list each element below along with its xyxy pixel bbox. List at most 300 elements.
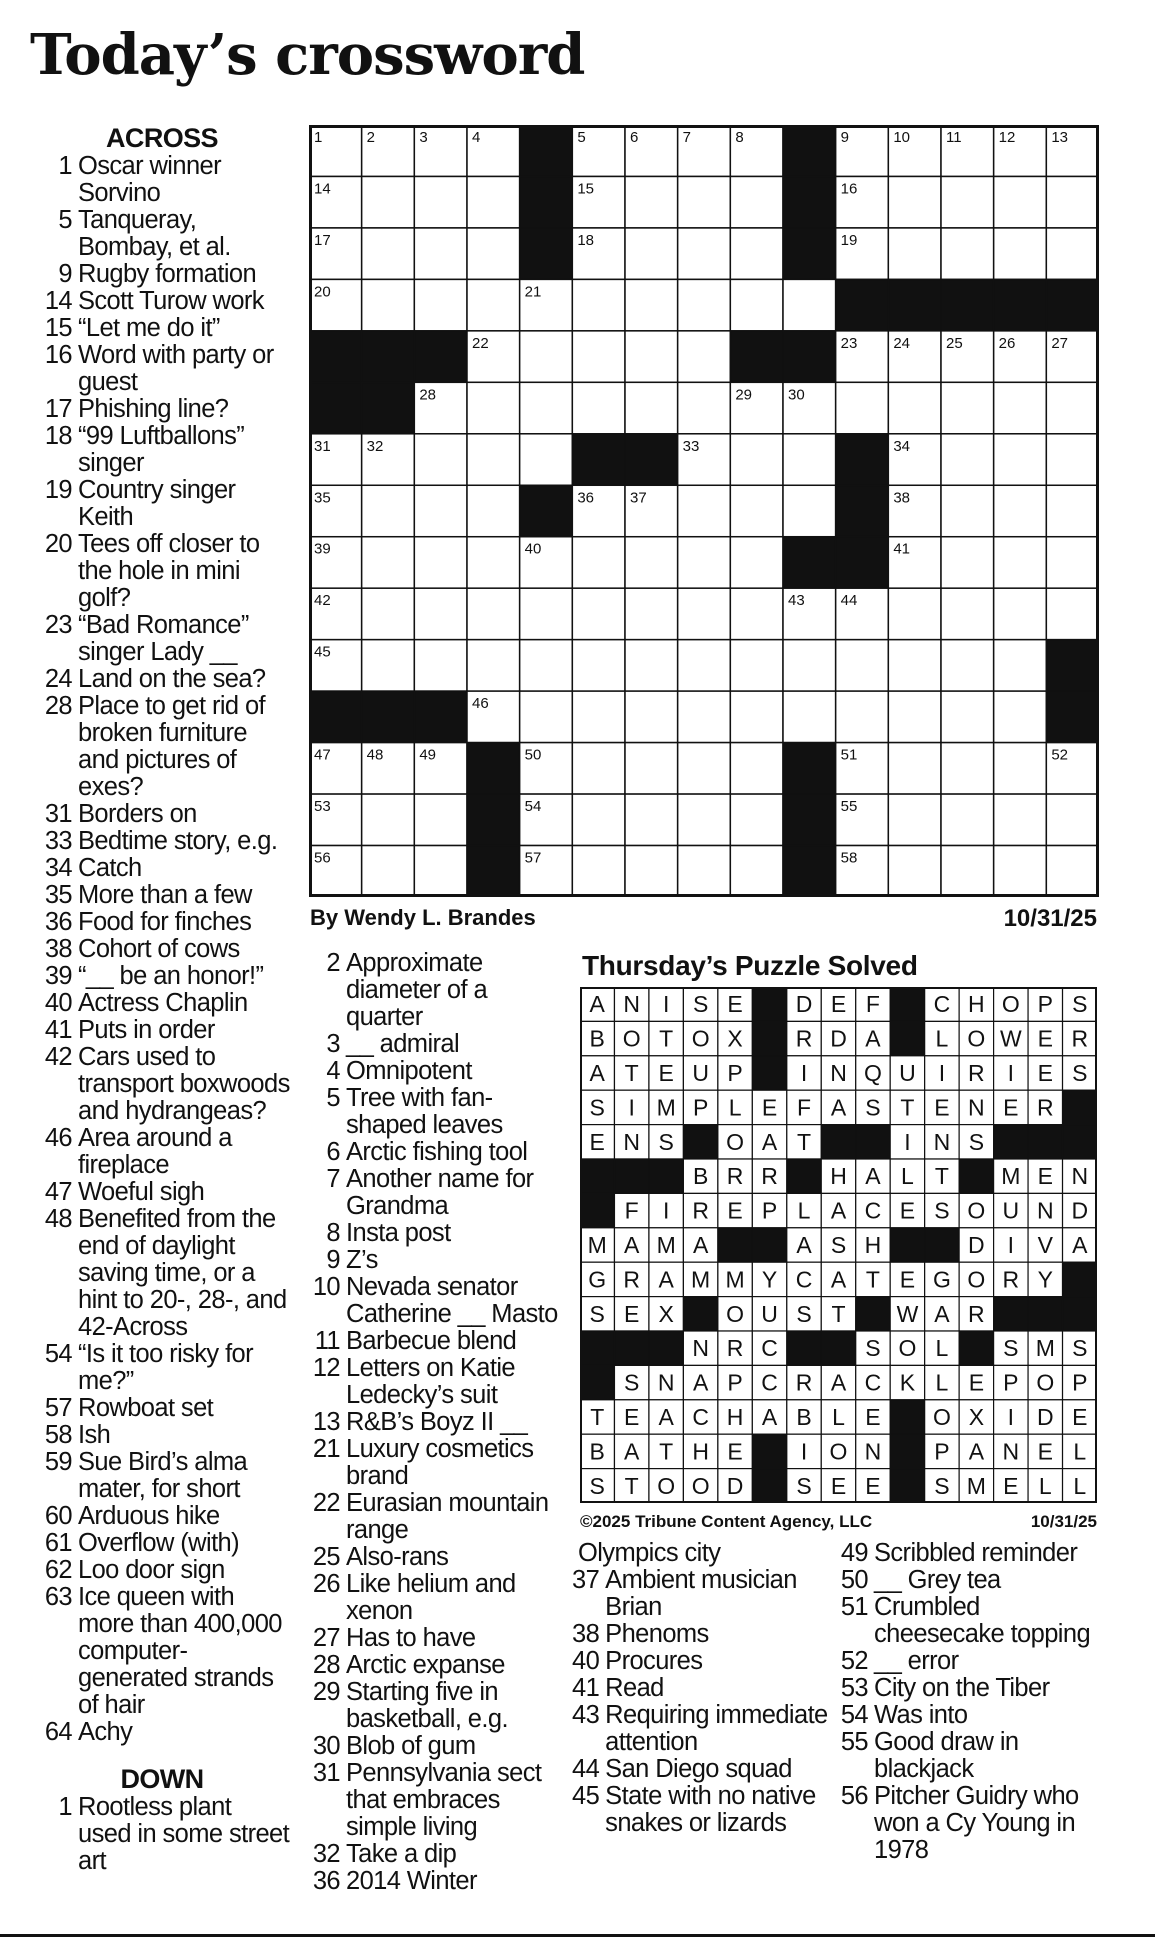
solution-letter: C — [761, 1369, 778, 1396]
grid-cell[interactable] — [414, 485, 467, 536]
clue-text: State with no native snakes or lizards — [605, 1782, 816, 1837]
grid-cell[interactable] — [1046, 176, 1099, 227]
black-square — [520, 176, 573, 227]
solution-letter: O — [967, 1266, 986, 1293]
clue-text: San Diego squad — [605, 1755, 792, 1783]
black-square — [994, 1297, 1028, 1331]
clue-text: Cohort of cows — [78, 935, 240, 963]
clue-number: 36 — [312, 1867, 340, 1895]
grid-cell[interactable] — [730, 743, 783, 794]
black-square — [836, 434, 889, 485]
grid-cell[interactable] — [572, 537, 625, 588]
solution-letter: W — [999, 1025, 1022, 1052]
clue-item — [572, 1648, 840, 1675]
grid-cell[interactable] — [625, 279, 678, 330]
solution-letter: P — [761, 1197, 778, 1224]
grid-cell[interactable] — [520, 588, 573, 639]
solution-letter: L — [935, 1335, 949, 1362]
grid-cell[interactable] — [362, 640, 415, 691]
cell-number: 30 — [788, 386, 805, 404]
page-title: Today’s crossword — [30, 22, 585, 88]
clue-item — [34, 423, 290, 477]
grid-cell[interactable] — [836, 640, 889, 691]
cell-number: 15 — [577, 180, 595, 198]
black-square — [520, 228, 573, 279]
clue-item — [34, 207, 290, 261]
grid-cell[interactable] — [678, 640, 731, 691]
clue-number: 61 — [44, 1529, 72, 1557]
grid-cell[interactable] — [941, 588, 994, 639]
grid-cell[interactable] — [888, 228, 941, 279]
cell-number: 29 — [735, 386, 753, 404]
solution-letter: O — [898, 1335, 917, 1362]
solved-puzzle-title: Thursday’s Puzzle Solved — [582, 950, 918, 981]
solution-letter: R — [968, 1060, 985, 1086]
grid-cell[interactable] — [783, 434, 836, 485]
cell-number: 56 — [314, 849, 331, 867]
black-square — [925, 1228, 959, 1262]
clue-item — [302, 950, 564, 1031]
grid-cell[interactable] — [730, 434, 783, 485]
solution-letter: O — [691, 1472, 710, 1499]
clue-item — [838, 1540, 1108, 1567]
clue-text: Has to have — [346, 1624, 476, 1652]
solution-letter: T — [624, 1060, 639, 1086]
cell-number: 24 — [893, 334, 911, 352]
clue-number: 25 — [312, 1543, 340, 1571]
clue-item — [838, 1594, 1108, 1648]
solution-letter: I — [662, 991, 670, 1018]
grid-cell[interactable] — [994, 537, 1047, 588]
black-square — [414, 691, 467, 742]
clue-item — [838, 1567, 1108, 1594]
grid-cell[interactable] — [678, 691, 731, 742]
clue-number: 23 — [44, 611, 72, 639]
solution-letter: B — [589, 1438, 605, 1465]
clue-item — [302, 1841, 564, 1868]
grid-cell[interactable] — [414, 588, 467, 639]
solution-letter: N — [1036, 1197, 1054, 1224]
grid-cell[interactable] — [836, 691, 889, 742]
bottom-rule — [0, 1934, 1155, 1937]
grid-cell[interactable] — [730, 228, 783, 279]
black-square — [821, 1125, 855, 1159]
grid-cell[interactable] — [362, 846, 415, 897]
grid-cell[interactable] — [520, 434, 573, 485]
clue-text: Starting five in basketball, e.g. — [346, 1678, 508, 1733]
solution-letter: O — [726, 1300, 745, 1327]
grid-cell[interactable] — [730, 588, 783, 639]
cell-number: 32 — [366, 437, 384, 455]
clue-text: Approximate diameter of a quarter — [346, 949, 488, 1031]
clue-number: 42 — [44, 1043, 72, 1071]
clue-item — [302, 1247, 564, 1274]
clue-item — [34, 1395, 290, 1422]
solution-letter: S — [589, 1300, 605, 1327]
grid-cell[interactable] — [625, 588, 678, 639]
solution-letter: D — [726, 1472, 744, 1499]
black-square — [614, 1331, 648, 1365]
grid-cell[interactable] — [888, 588, 941, 639]
grid-cell[interactable] — [730, 640, 783, 691]
clue-item — [34, 882, 290, 909]
clue-item — [34, 1449, 290, 1503]
black-square — [572, 434, 625, 485]
grid-cell[interactable] — [414, 434, 467, 485]
grid-cell[interactable] — [625, 331, 678, 382]
solution-letter: P — [727, 1369, 743, 1396]
grid-cell[interactable] — [625, 176, 678, 227]
clue-text: Actress Chaplin — [78, 989, 248, 1017]
grid-cell[interactable] — [1046, 846, 1099, 897]
grid-cell[interactable] — [941, 176, 994, 227]
grid-cell[interactable] — [362, 176, 415, 227]
solution-letter: N — [968, 1094, 985, 1121]
solution-letter: M — [656, 1094, 676, 1121]
grid-cell[interactable] — [572, 743, 625, 794]
grid-cell[interactable] — [994, 640, 1047, 691]
grid-cell[interactable] — [362, 485, 415, 536]
grid-cell[interactable] — [520, 640, 573, 691]
solution-letter: E — [865, 1404, 881, 1430]
grid-cell[interactable] — [888, 846, 941, 897]
clue-text: __ error — [874, 1647, 959, 1675]
grid-cell[interactable] — [783, 691, 836, 742]
grid-cell[interactable] — [625, 640, 678, 691]
grid-cell[interactable] — [678, 331, 731, 382]
grid-cell[interactable] — [414, 537, 467, 588]
grid-cell[interactable] — [1046, 434, 1099, 485]
cell-number: 44 — [840, 592, 858, 610]
grid-cell[interactable] — [994, 588, 1047, 639]
solution-letter: T — [659, 1025, 674, 1052]
grid-cell[interactable] — [941, 228, 994, 279]
solution-letter: L — [935, 1369, 949, 1396]
grid-cell[interactable] — [678, 485, 731, 536]
clue-text: “Bad Romance” singer Lady __ — [78, 611, 249, 666]
solution-letter: R — [726, 1163, 744, 1190]
solution-letter: I — [1007, 1404, 1015, 1430]
grid-cell[interactable] — [362, 228, 415, 279]
black-square — [752, 1056, 786, 1090]
grid-cell[interactable] — [994, 485, 1047, 536]
black-square — [856, 1297, 890, 1331]
cell-number: 58 — [840, 849, 858, 867]
grid-cell[interactable] — [414, 640, 467, 691]
grid-cell[interactable] — [994, 691, 1047, 742]
grid-cell[interactable] — [467, 485, 520, 536]
grid-cell[interactable] — [1046, 537, 1099, 588]
solution-letter: T — [624, 1472, 639, 1499]
clue-text: Place to get rid of broken furniture and pictures of exes? — [78, 692, 266, 801]
grid-cell[interactable] — [941, 691, 994, 742]
grid-cell[interactable] — [783, 640, 836, 691]
clue-text: Rugby formation — [78, 260, 257, 288]
grid-cell[interactable] — [414, 846, 467, 897]
grid-cell[interactable] — [362, 279, 415, 330]
grid-cell[interactable] — [888, 691, 941, 742]
black-square — [467, 846, 520, 897]
solution-letter: S — [1072, 1060, 1088, 1086]
down-clue-list-4 — [838, 1540, 1108, 1864]
black-square — [890, 1434, 924, 1468]
solution-letter: U — [1002, 1197, 1020, 1224]
clue-number: 11 — [314, 1327, 340, 1355]
grid-cell[interactable] — [467, 537, 520, 588]
solution-letter: S — [934, 1197, 950, 1224]
clue-text: Good draw in blackjack — [874, 1728, 1019, 1783]
grid-cell[interactable] — [572, 382, 625, 433]
solution-letter: E — [968, 1369, 985, 1396]
solution-letter: O — [657, 1472, 676, 1499]
grid-cell[interactable] — [572, 846, 625, 897]
clue-text: __ admiral — [346, 1030, 460, 1058]
grid-cell[interactable] — [678, 537, 731, 588]
cell-number: 16 — [840, 180, 858, 198]
grid-cell[interactable] — [941, 485, 994, 536]
black-square — [959, 1331, 993, 1365]
clue-text: Arctic expanse — [346, 1651, 505, 1679]
grid-cell[interactable] — [1046, 588, 1099, 639]
grid-cell[interactable] — [467, 279, 520, 330]
clue-number: 46 — [44, 1124, 72, 1152]
grid-cell[interactable] — [730, 537, 783, 588]
clue-number: 50 — [840, 1566, 868, 1594]
cell-number: 47 — [314, 746, 331, 764]
solution-letter: F — [797, 1094, 812, 1121]
clue-number: 35 — [44, 881, 72, 909]
grid-cell[interactable] — [362, 537, 415, 588]
grid-cell[interactable] — [572, 279, 625, 330]
clue-item — [34, 1503, 290, 1530]
clue-item — [34, 1206, 290, 1341]
cell-number: 11 — [946, 129, 962, 146]
grid-cell[interactable] — [362, 794, 415, 845]
grid-cell[interactable] — [678, 176, 731, 227]
clue-number: 32 — [312, 1840, 340, 1868]
grid-cell[interactable] — [730, 794, 783, 845]
solution-letter: D — [1036, 1404, 1054, 1430]
grid-cell[interactable] — [572, 588, 625, 639]
black-square — [520, 125, 573, 176]
clue-item — [302, 1679, 564, 1733]
grid-cell[interactable] — [1046, 485, 1099, 536]
black-square — [890, 1021, 924, 1055]
grid-cell[interactable] — [678, 382, 731, 433]
solution-letter: K — [899, 1369, 916, 1396]
clue-item — [838, 1783, 1108, 1864]
grid-cell[interactable] — [783, 485, 836, 536]
grid-cell[interactable] — [888, 382, 941, 433]
grid-cell[interactable] — [994, 228, 1047, 279]
solution-letter: A — [692, 1369, 709, 1396]
grid-cell[interactable] — [1046, 228, 1099, 279]
black-square — [683, 1125, 717, 1159]
cell-number: 18 — [577, 231, 595, 249]
grid-cell[interactable] — [994, 846, 1047, 897]
grid-cell[interactable] — [678, 743, 731, 794]
grid-cell[interactable] — [888, 640, 941, 691]
cell-number: 48 — [366, 746, 384, 764]
grid-cell[interactable] — [467, 382, 520, 433]
solution-letter: N — [623, 1128, 641, 1155]
clue-item — [838, 1729, 1108, 1783]
clue-item — [302, 1490, 564, 1544]
clue-text: Arduous hike — [78, 1502, 220, 1530]
black-square — [783, 743, 836, 794]
black-square — [362, 382, 415, 433]
cell-number: 33 — [682, 437, 700, 455]
grid-cell[interactable] — [467, 434, 520, 485]
cell-number: 23 — [840, 334, 858, 352]
grid-cell[interactable] — [520, 691, 573, 742]
grid-cell[interactable] — [625, 228, 678, 279]
grid-cell[interactable] — [625, 846, 678, 897]
grid-cell[interactable] — [520, 331, 573, 382]
solution-letter: S — [624, 1369, 640, 1396]
grid-cell[interactable] — [941, 434, 994, 485]
grid-cell[interactable] — [572, 691, 625, 742]
grid-cell[interactable] — [678, 846, 731, 897]
grid-cell[interactable] — [520, 382, 573, 433]
grid-cell[interactable] — [941, 794, 994, 845]
grid-cell[interactable] — [888, 176, 941, 227]
grid-cell[interactable] — [678, 279, 731, 330]
solution-letter: M — [725, 1266, 745, 1293]
grid-cell[interactable] — [414, 279, 467, 330]
clue-number: 30 — [312, 1732, 340, 1760]
grid-cell[interactable] — [994, 176, 1047, 227]
clue-text: Luxury cosmetics brand — [346, 1435, 534, 1490]
solution-letter: A — [589, 991, 605, 1018]
grid-cell[interactable] — [994, 794, 1047, 845]
clue-number: 9 — [58, 260, 72, 288]
grid-cell[interactable] — [730, 846, 783, 897]
clue-item — [302, 1733, 564, 1760]
solution-letter: M — [656, 1232, 676, 1258]
grid-cell[interactable] — [678, 588, 731, 639]
solution-letter: O — [691, 1025, 710, 1052]
grid-cell[interactable] — [572, 640, 625, 691]
solution-letter: E — [934, 1094, 950, 1121]
clue-item — [302, 1571, 564, 1625]
grid-cell[interactable] — [730, 176, 783, 227]
solution-letter: Y — [1037, 1266, 1053, 1293]
grid-cell[interactable] — [783, 279, 836, 330]
clue-text: 2014 Winter — [346, 1867, 477, 1895]
grid-cell[interactable] — [941, 382, 994, 433]
puzzle-date: 10/31/25 — [1003, 905, 1097, 932]
clue-item — [34, 693, 290, 801]
grid-cell[interactable] — [678, 794, 731, 845]
grid-cell[interactable] — [414, 228, 467, 279]
grid-cell[interactable] — [467, 176, 520, 227]
solution-letter: E — [1072, 1404, 1088, 1430]
solution-letter: O — [1001, 991, 1020, 1018]
clue-item — [34, 1017, 290, 1044]
grid-cell[interactable] — [414, 176, 467, 227]
grid-cell[interactable] — [625, 691, 678, 742]
grid-cell[interactable] — [730, 279, 783, 330]
grid-cell[interactable] — [678, 228, 731, 279]
solution-letter: R — [761, 1163, 778, 1190]
grid-cell[interactable] — [362, 588, 415, 639]
solution-letter: D — [1071, 1197, 1089, 1224]
solution-letter: S — [1072, 1335, 1088, 1362]
black-square — [787, 1331, 821, 1365]
grid-cell[interactable] — [888, 794, 941, 845]
clue-text: Oscar winner Sorvino — [78, 152, 222, 207]
black-square — [752, 1434, 786, 1468]
grid-cell[interactable] — [941, 537, 994, 588]
grid-cell[interactable] — [467, 640, 520, 691]
solution-letter: I — [938, 1060, 946, 1086]
solution-letter: H — [726, 1404, 744, 1430]
grid-cell[interactable] — [941, 640, 994, 691]
clue-number: 41 — [44, 1016, 72, 1044]
clue-text: Catch — [78, 854, 142, 882]
cell-number: 22 — [472, 334, 489, 352]
grid-cell[interactable] — [414, 794, 467, 845]
clue-number: 39 — [44, 962, 72, 990]
clue-text: Eurasian mountain range — [346, 1489, 549, 1544]
solution-letter: O — [829, 1438, 848, 1465]
grid-cell[interactable] — [572, 794, 625, 845]
grid-cell[interactable] — [994, 382, 1047, 433]
crossword-grid[interactable] — [309, 125, 1099, 897]
clue-item — [572, 1675, 840, 1702]
down-heading: DOWN — [120, 1764, 204, 1794]
solution-letter: C — [864, 1369, 882, 1396]
clue-item — [34, 396, 290, 423]
grid-cell[interactable] — [941, 743, 994, 794]
solution-letter: L — [901, 1163, 914, 1190]
solution-letter: C — [761, 1335, 778, 1362]
grid-cell[interactable] — [730, 485, 783, 536]
grid-cell[interactable] — [625, 743, 678, 794]
black-square — [888, 279, 941, 330]
grid-cell[interactable] — [572, 331, 625, 382]
grid-cell[interactable] — [888, 743, 941, 794]
solution-letter: E — [727, 991, 743, 1018]
clue-text: Loo door sign — [78, 1556, 225, 1584]
grid-cell[interactable] — [1046, 794, 1099, 845]
grid-cell[interactable] — [1046, 382, 1099, 433]
grid-cell[interactable] — [836, 382, 889, 433]
grid-cell[interactable] — [467, 588, 520, 639]
clue-number: 37 — [572, 1566, 600, 1594]
solution-letter: O — [1036, 1369, 1055, 1396]
cell-number: 8 — [735, 129, 744, 146]
solution-letter: T — [934, 1163, 949, 1190]
grid-cell[interactable] — [625, 537, 678, 588]
solution-letter: H — [830, 1163, 847, 1190]
grid-cell[interactable] — [625, 382, 678, 433]
clue-item — [34, 261, 290, 288]
clue-text: Read — [605, 1674, 664, 1702]
grid-cell[interactable] — [467, 228, 520, 279]
grid-cell[interactable] — [730, 691, 783, 742]
grid-cell[interactable] — [994, 743, 1047, 794]
clue-number: 31 — [312, 1759, 340, 1787]
clue-number: 53 — [840, 1674, 868, 1702]
cell-number: 19 — [840, 231, 858, 249]
grid-cell[interactable] — [994, 434, 1047, 485]
grid-cell[interactable] — [625, 794, 678, 845]
cell-number: 41 — [893, 540, 911, 558]
grid-cell[interactable] — [941, 846, 994, 897]
clue-text: Requiring immediate attention — [605, 1701, 828, 1756]
